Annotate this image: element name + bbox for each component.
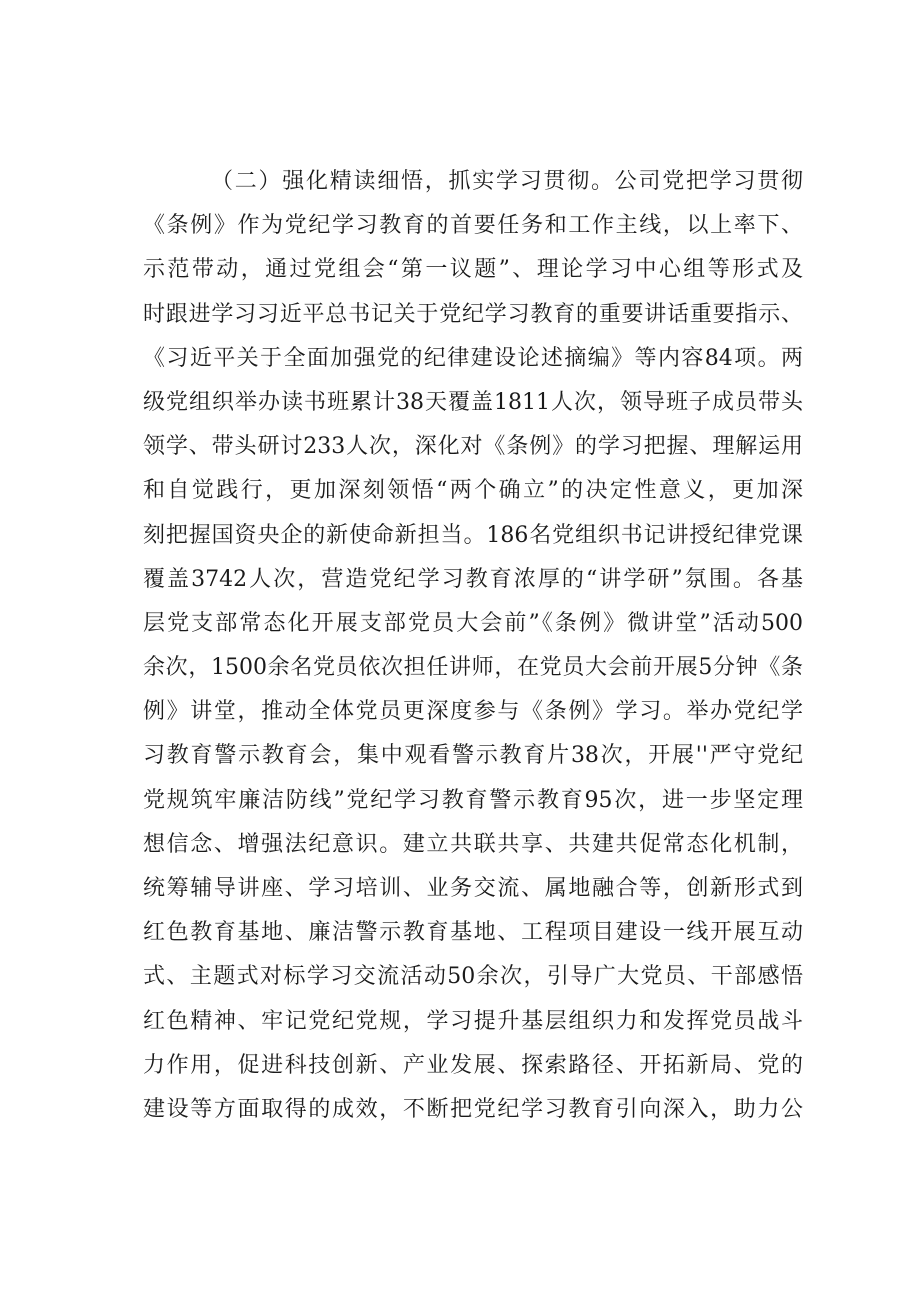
paragraph-line: 示范带动，通过党组会“第一议题”、理论学习中心组等形式及 — [143, 257, 803, 283]
paragraph-line: 党规筑牢廉洁防线”党纪学习教育警示教育95次，进一步坚定理 — [143, 787, 803, 813]
paragraph-line: 《习近平关于全面加强党的纪律建设论述摘编》等内容84项。两 — [143, 345, 803, 371]
paragraph-line: 统筹辅导讲座、学习培训、业务交流、属地融合等，创新形式到 — [143, 876, 803, 901]
body-paragraph — [143, 160, 803, 1132]
paragraph-line: 余次，1500余名党员依次担任讲师，在党员大会前开展5分钟《条 — [143, 655, 803, 681]
paragraph-line: （二）强化精读细悟，抓实学习贯彻。公司党把学习贯彻 — [211, 169, 803, 194]
paragraph-line: 想信念、增强法纪意识。建立共联共享、共建共促常态化机制， — [143, 831, 803, 857]
paragraph-line: 建设等方面取得的成效，不断把党纪学习教育引向深入，助力公 — [143, 1096, 803, 1122]
paragraph-line: 力作用，促进科技创新、产业发展、探索路径、开拓新局、党的 — [143, 1052, 803, 1078]
paragraph-line: 《条例》作为党纪学习教育的首要任务和工作主线，以上率下、 — [143, 213, 803, 239]
paragraph-line: 例》讲堂，推动全体党员更深度参与《条例》学习。举办党纪学 — [143, 699, 803, 725]
paragraph-line: 红色教育基地、廉洁警示教育基地、工程项目建设一线开展互动 — [143, 920, 803, 946]
paragraph-line: 覆盖3742人次，营造党纪学习教育浓厚的“讲学研”氛围。各基 — [143, 566, 803, 592]
paragraph-line: 式、主题式对标学习交流活动50余次，引导广大党员、干部感悟 — [143, 964, 803, 990]
paragraph-line: 级党组织举办读书班累计38天覆盖1811人次，领导班子成员带头 — [143, 389, 803, 415]
paragraph-line: 红色精神、牢记党纪党规，学习提升基层组织力和发挥党员战斗 — [143, 1008, 803, 1034]
paragraph-line: 和自觉践行，更加深刻领悟“两个确立”的决定性意义，更加深 — [143, 478, 803, 504]
paragraph-line: 习教育警示教育会，集中观看警示教育片38次，开展''严守党纪 — [143, 743, 803, 769]
paragraph-line: 刻把握国资央企的新使命新担当。186名党组织书记讲授纪律党课 — [143, 522, 803, 548]
paragraph-line: 领学、带头研讨233人次，深化对《条例》的学习把握、理解运用 — [143, 434, 803, 460]
paragraph-line: 时跟进学习习近平总书记关于党纪学习教育的重要讲话重要指示、 — [143, 301, 803, 327]
paragraph-line: 层党支部常态化开展支部党员大会前”《条例》微讲堂”活动500 — [143, 610, 803, 636]
